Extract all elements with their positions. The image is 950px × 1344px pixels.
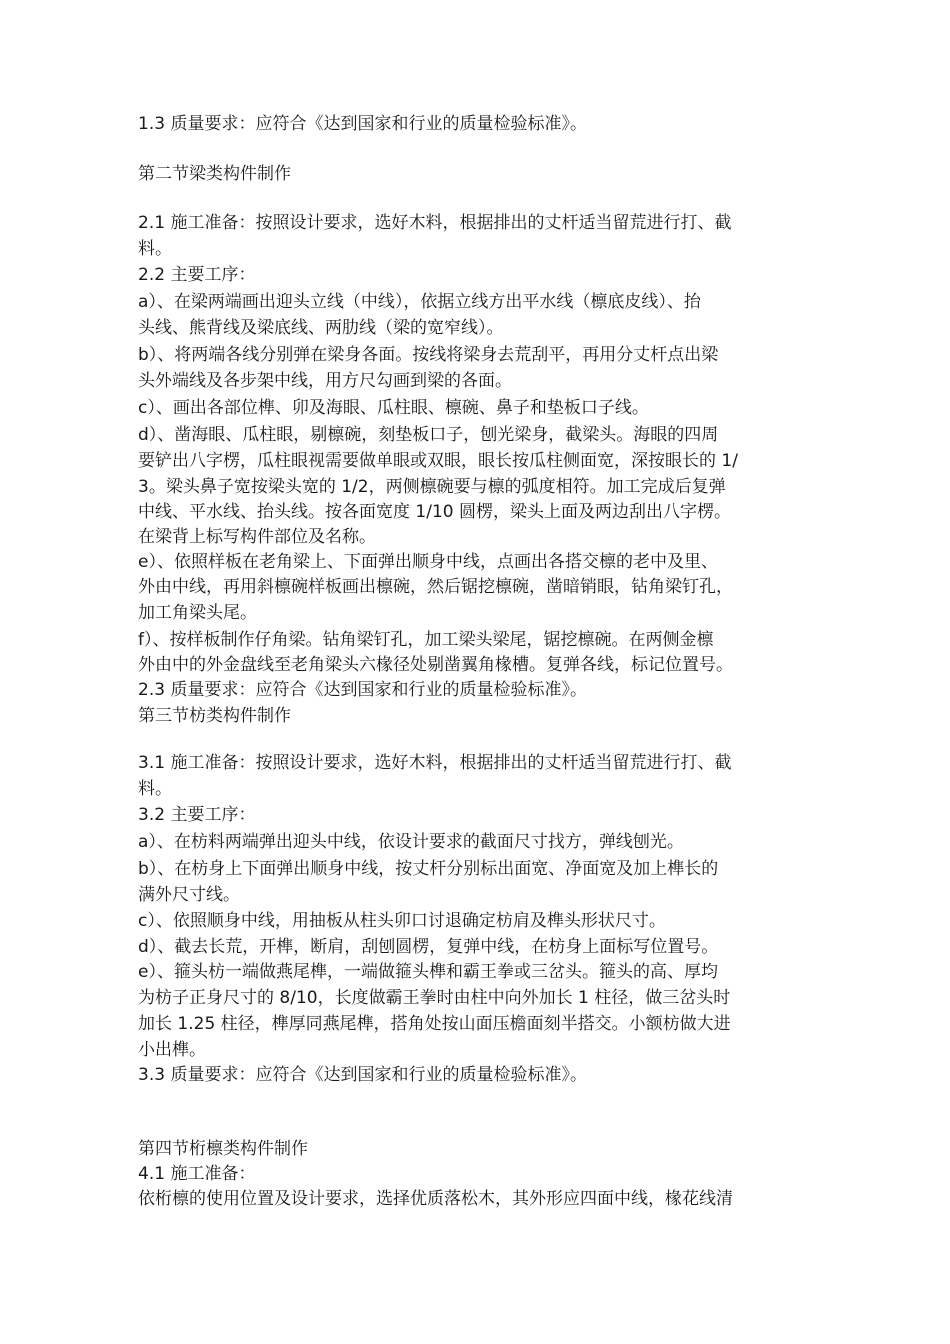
section4-body-line-1: 依桁檩的使用位置及设计要求，选择优质落松木，其外形应四面中线，椽花线清 — [138, 1189, 733, 1209]
section2-step-e-line-2: 外由中线，再用斜檩碗样板画出檩碗，然后锯挖檩碗，凿暗销眼，钻角梁钉孔， — [138, 577, 733, 597]
section2-step-b-line-1: b）、将两端各线分别弹在梁身各面。按线将梁身去荒刮平，再用分丈杆点出梁 — [138, 345, 719, 365]
section3-step-c-line-1: c）、依照顺身中线，用抽板从柱头卯口讨退确定枋肩及榫头形状尺寸。 — [138, 911, 666, 931]
section3-prep-line-2: 料。 — [138, 779, 172, 799]
section3-prep-line-1: 3.1 施工准备：按照设计要求，选好木料，根据排出的丈杆适当留荒进行打、截 — [138, 753, 732, 773]
section2-step-e-line-1: e）、依照样板在老角梁上、下面弹出顺身中线，点画出各搭交檩的老中及里、 — [138, 552, 718, 572]
section3-step-e-line-2: 为枋子正身尺寸的 8/10，长度做霸王拳时由柱中向外加长 1 柱径，做三岔头时 — [138, 988, 731, 1008]
section2-prep-line-2: 料。 — [138, 239, 172, 259]
section2-title: 第二节梁类构件制作 — [138, 164, 291, 184]
section2-step-d-line-1: d）、凿海眼、瓜柱眼，剔檩碗，刻垫板口子，刨光梁身，截梁头。海眼的四周 — [138, 425, 719, 445]
section4-title: 第四节桁檩类构件制作 — [138, 1139, 308, 1159]
section2-step-c-line-1: c）、画出各部位榫、卯及海眼、瓜柱眼、檩碗、鼻子和垫板口子线。 — [138, 398, 649, 418]
section2-step-b-line-2: 头外端线及各步架中线，用方尺勾画到梁的各面。 — [138, 371, 512, 391]
section1-quality-line: 1.3 质量要求：应符合《达到国家和行业的质量检验标准》。 — [138, 114, 587, 134]
section2-step-d-line-4: 中线、平水线、抬头线。按各面宽度 1/10 圆楞，梁头上面及两边刮出八字楞。 — [138, 502, 731, 522]
section3-process-heading: 3.2 主要工序： — [138, 805, 256, 825]
section2-process-heading: 2.2 主要工序： — [138, 265, 256, 285]
section2-quality-line: 2.3 质量要求：应符合《达到国家和行业的质量检验标准》。 — [138, 680, 587, 700]
section3-step-e-line-1: e）、箍头枋一端做燕尾榫，一端做箍头榫和霸王拳或三岔头。箍头的高、厚均 — [138, 962, 718, 982]
section2-step-f-line-2: 外由中的外金盘线至老角梁头六椽径处剔凿翼角椽槽。复弹各线，标记位置号。 — [138, 655, 733, 675]
section2-step-f-line-1: f）、按样板制作仔角梁。钻角梁钉孔，加工梁头梁尾，锯挖檩碗。在两侧金檩 — [138, 630, 714, 650]
section3-step-a-line-1: a）、在枋料两端弹出迎头中线，依设计要求的截面尺寸找方，弹线刨光。 — [138, 832, 684, 852]
section3-step-e-line-4: 小出榫。 — [138, 1040, 206, 1060]
section2-step-a-line-1: a）、在梁两端画出迎头立线（中线），依据立线方出平水线（檩底皮线）、抬 — [138, 292, 701, 312]
section3-quality-line: 3.3 质量要求：应符合《达到国家和行业的质量检验标准》。 — [138, 1065, 587, 1085]
section2-step-a-line-2: 头线、熊背线及梁底线、两肋线（梁的宽窄线）。 — [138, 318, 504, 338]
section3-step-b-line-2: 满外尺寸线。 — [138, 885, 240, 905]
section2-prep-line-1: 2.1 施工准备：按照设计要求，选好木料，根据排出的丈杆适当留荒进行打、截 — [138, 213, 732, 233]
section2-step-d-line-3: 3。梁头鼻子宽按梁头宽的 1/2，两侧檩碗要与檩的弧度相符。加工完成后复弹 — [138, 477, 726, 497]
section3-step-e-line-3: 加长 1.25 柱径，榫厚同燕尾榫，搭角处按山面压檐面刻半搭交。小额枋做大进 — [138, 1014, 731, 1034]
section3-title: 第三节枋类构件制作 — [138, 706, 291, 726]
section3-step-b-line-1: b）、在枋身上下面弹出顺身中线，按丈杆分别标出面宽、净面宽及加上榫长的 — [138, 859, 719, 879]
section3-step-d-line-1: d）、截去长荒，开榫，断肩，刮刨圆楞，复弹中线，在枋身上面标写位置号。 — [138, 937, 719, 957]
section2-step-d-line-5: 在梁背上标写构件部位及名称。 — [138, 527, 376, 547]
section4-prep-heading: 4.1 施工准备： — [138, 1164, 256, 1184]
section2-step-e-line-3: 加工角梁头尾。 — [138, 603, 257, 623]
section2-step-d-line-2: 要铲出八字楞，瓜柱眼视需要做单眼或双眼，眼长按瓜柱侧面宽，深按眼长的 1/ — [138, 451, 738, 471]
